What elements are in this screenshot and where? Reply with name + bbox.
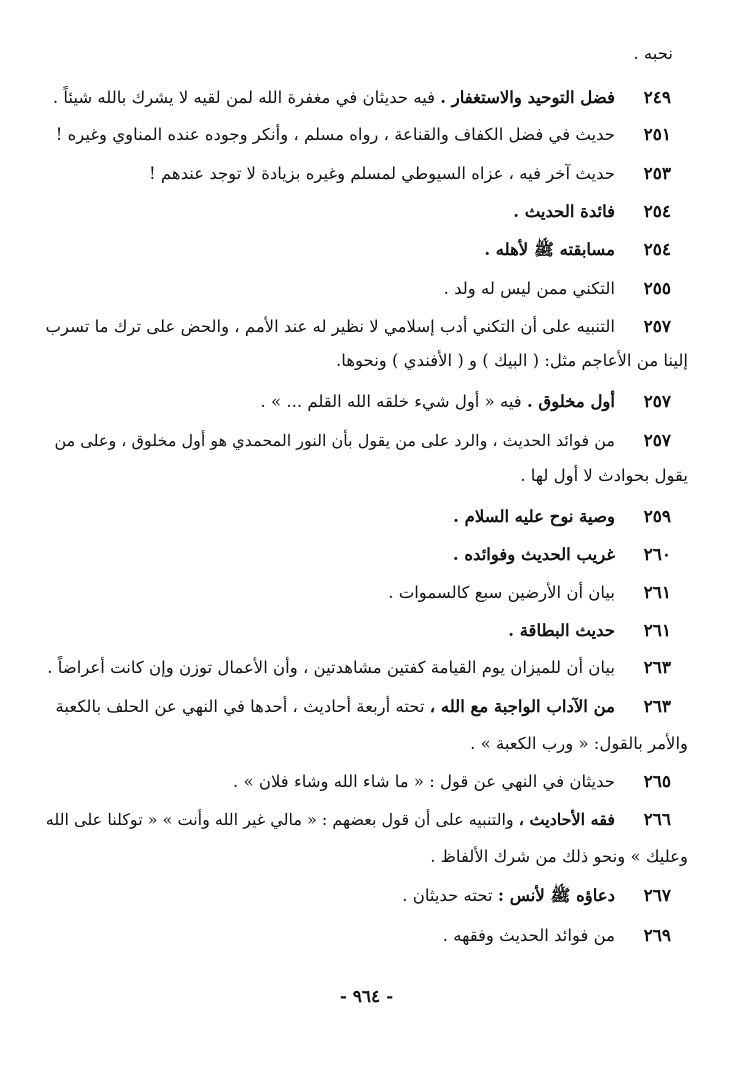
- entry-line: [444, 279, 615, 298]
- page-number: ٢٥١: [643, 125, 671, 145]
- page-number: ٢٥٥: [643, 279, 671, 299]
- entry-line: [56, 697, 615, 716]
- entry-heading: وصية نوح عليه السلام .: [453, 507, 615, 526]
- entry-text: بيان أن للميزان يوم القيامة كفتين مشاهدتين ، وأن الأعمال توزن وإن كانت أعراضاً .: [47, 658, 615, 677]
- entry-line: [508, 621, 615, 640]
- entry-text: من فوائد الحديث ، والرد على من يقول بأن النور المحمدي هو أول مخلوق ، وعلى من: [54, 431, 615, 450]
- page-number: ٢٤٩: [643, 88, 671, 108]
- entry-line: [443, 926, 615, 945]
- entry-line: [470, 734, 688, 753]
- entry-text: التكني ممن ليس له ولد .: [443, 279, 615, 298]
- entry-heading: أول مخلوق .: [526, 392, 615, 411]
- entry-line: [56, 125, 615, 144]
- entry-line: [430, 847, 688, 866]
- entry-text: من فوائد الحديث وفقهه .: [442, 926, 615, 945]
- page-number: ٢٦٦: [643, 810, 671, 830]
- entry-line: [453, 545, 615, 564]
- page-number: ٢٦٧: [643, 886, 671, 906]
- entry-heading: دعاؤه ﷺ لأنس :: [497, 886, 615, 905]
- entry-line: [261, 392, 615, 411]
- entry-text: حديثان في النهي عن قول : « ما شاء الله وشاء فلان » .: [233, 772, 615, 791]
- entry-text: فيه « أول شيء خلقه الله القلم ... » .: [260, 392, 527, 411]
- page-number: ٢٥٧: [643, 431, 671, 451]
- entry-line: [233, 772, 615, 791]
- page-number: ٢٥٣: [643, 164, 671, 184]
- page-footer-number: - ٩٦٤ -: [339, 987, 394, 1007]
- page-number: ٢٦١: [643, 621, 671, 641]
- entry-heading: فقه الأحاديث ،: [518, 810, 615, 829]
- entry-line: [402, 886, 615, 910]
- entry-line: [53, 88, 615, 107]
- entry-line: [484, 240, 615, 264]
- entry-text: تحته أربعة أحاديث ، أحدها في النهي عن الحلف بالكعبة: [55, 697, 430, 716]
- page-number: ٢٥٧: [643, 317, 671, 337]
- entry-text: والتنبيه على أن قول بعضهم : « مالي غير الله وأنت » « توكلنا على الله: [45, 810, 519, 829]
- page-number: ٢٦١: [643, 583, 671, 603]
- entry-text: وعليك » ونحو ذلك من شرك الألفاظ .: [430, 847, 688, 866]
- entry-text: إلينا من الأعاجم مثل: ( البيك ) و ( الأفندي ) ونحوها.: [336, 351, 688, 370]
- entry-line: [47, 658, 615, 677]
- carried-over-line: نحبه .: [633, 44, 673, 63]
- entry-heading: فضل التوحيد والاستغفار .: [440, 88, 615, 107]
- entry-text: بيان أن الأرضين سبع كالسموات .: [388, 583, 615, 602]
- entry-text: والأمر بالقول: « ورب الكعبة » .: [470, 734, 688, 753]
- entry-heading: غريب الحديث وفوائده .: [452, 545, 615, 564]
- entry-text: يقول بحوادث لا أول لها .: [520, 466, 688, 485]
- page-number: ٢٦٠: [643, 545, 671, 565]
- entry-line: [336, 351, 688, 370]
- entry-text: تحته حديثان .: [402, 886, 498, 905]
- entry-heading: فائدة الحديث .: [513, 202, 615, 221]
- entry-text: فيه حديثان في مغفرة الله لمن لقيه لا يشرك بالله شيئاً .: [52, 88, 441, 107]
- entry-line: [453, 507, 615, 526]
- page-number: ٢٥٤: [643, 240, 671, 260]
- entry-line: [513, 202, 615, 221]
- page-number: ٢٦٣: [643, 658, 671, 678]
- page-number: ٢٥٩: [643, 507, 671, 527]
- entry-heading: مسابقته ﷺ لأهله .: [484, 240, 615, 259]
- page-number: ٢٦٥: [643, 772, 671, 792]
- page-number: ٢٦٣: [643, 697, 671, 717]
- entry-heading: حديث البطاقة .: [508, 621, 615, 640]
- entry-heading: من الآداب الواجبة مع الله ،: [429, 697, 615, 716]
- page-number: ٢٥٧: [643, 392, 671, 412]
- page-number: ٢٦٩: [643, 926, 671, 946]
- entry-line: [54, 431, 615, 450]
- entry-line: [388, 583, 615, 602]
- entry-line: [149, 164, 615, 183]
- entry-line: [45, 317, 615, 336]
- entry-text: حديث في فضل الكفاف والقناعة ، رواه مسلم ، وأنكر وجوده عنده المناوي وغيره !: [55, 125, 615, 144]
- page-number: ٢٥٤: [643, 202, 671, 222]
- entry-line: [46, 810, 615, 829]
- entry-line: [520, 466, 688, 485]
- entry-text: التنبيه على أن التكني أدب إسلامي لا نظير له عند الأمم ، والحض على ترك ما تسرب: [45, 317, 615, 336]
- entry-text: حديث آخر فيه ، عزاه السيوطي لمسلم وغيره بزيادة لا توجد عندهم !: [149, 164, 615, 183]
